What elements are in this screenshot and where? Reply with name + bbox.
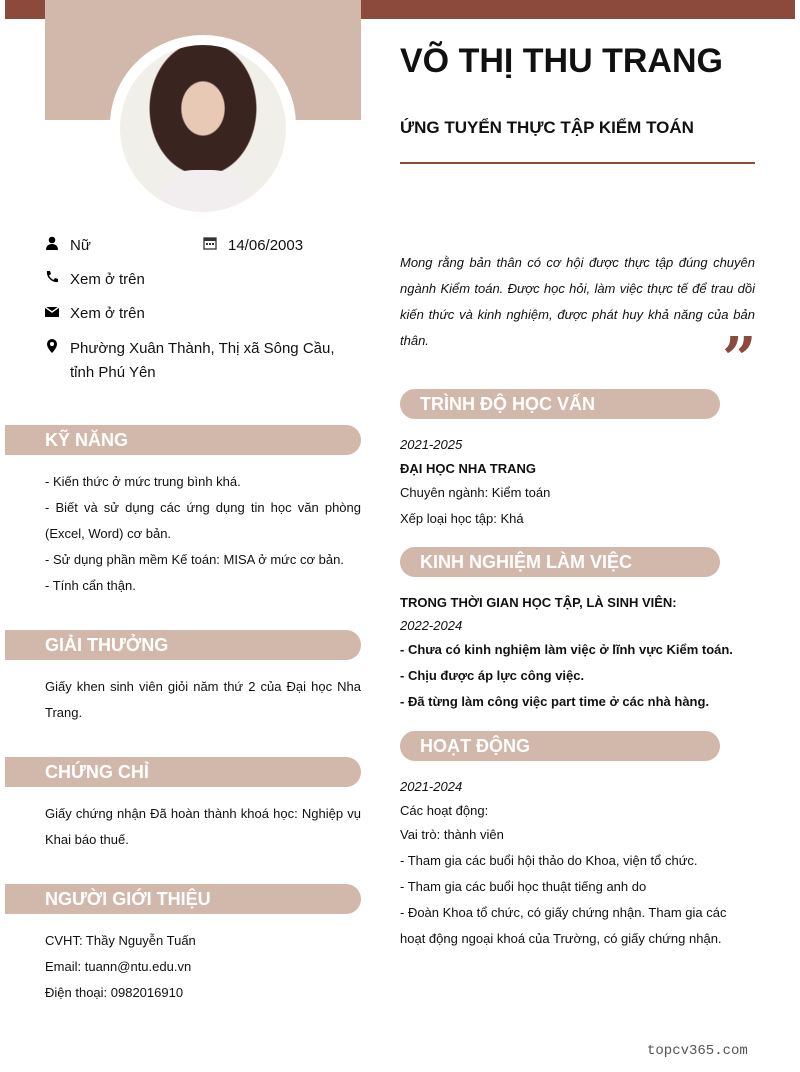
experience-block (400, 591, 755, 715)
education-block (400, 432, 755, 532)
divider (400, 162, 755, 164)
section-header-education: TRÌNH ĐỘ HỌC VẤN (400, 389, 720, 419)
experience-item: - Chưa có kinh nghiệm làm việc ở lĩnh vực Kiểm toán. (400, 642, 733, 657)
quote-icon: ” (722, 325, 757, 395)
experience-heading: TRONG THỜI GIAN HỌC TẬP, LÀ SINH VIÊN: (400, 595, 677, 610)
activity-item: - Đoàn Khoa tổ chức, có giấy chứng nhận. Tham gia các hoạt động ngoại khoá của Trường, có giấy chứng nhận. (400, 905, 727, 946)
phone: Xem ở trên (70, 271, 145, 288)
academic-rank: Xếp loại học tập: Khá (400, 511, 524, 526)
section-header-activities: HOẠT ĐỘNG (400, 731, 720, 761)
section-header-references: NGƯỜI GIỚI THIỆU (5, 884, 361, 914)
map-pin-icon (45, 339, 59, 353)
reference-item: Điện thoại: 0982016910 (45, 985, 184, 1000)
section-header-skills: KỸ NĂNG (5, 425, 361, 455)
user-icon (45, 236, 59, 250)
avatar (120, 45, 286, 212)
activity-item: Vai trò: thành viên (400, 827, 504, 842)
experience-item: - Đã từng làm công việc part time ở các nhà hàng. (400, 694, 710, 709)
activity-item: - Tham gia các buổi hội thảo do Khoa, viện tổ chức. (400, 853, 698, 868)
skill-item: - Biết và sử dụng các ứng dụng tin học văn phòng (Excel, Word) cơ bản. (45, 500, 361, 541)
gender: Nữ (70, 237, 91, 254)
activities-period: 2021-2024 (400, 779, 463, 794)
school-name: ĐẠI HỌC NHA TRANG (400, 461, 537, 476)
birthday: 14/06/2003 (228, 237, 304, 254)
activities-block (400, 774, 755, 952)
career-objective: Mong rằng bản thân có cơ hội được thực tập đúng chuyên ngành Kiểm toán. Được học hỏi, làm việc thực tế để trau dồi kiến thức và kinh nghiệm, được phát huy khả năng của bản thân. (400, 255, 755, 348)
skill-item: - Sử dụng phần mềm Kế toán: MISA ở mức cơ bản. (45, 552, 344, 567)
birthday-row (203, 234, 304, 258)
email: Xem ở trên (70, 305, 145, 322)
experience-period: 2022-2024 (400, 618, 463, 633)
skill-item: - Tính cẩn thận. (45, 578, 136, 593)
phone-icon (45, 270, 59, 284)
phone-row (45, 268, 361, 292)
calendar-icon (203, 236, 217, 250)
reference-item: CVHT: Thầy Nguyễn Tuấn (45, 933, 196, 948)
education-period: 2021-2025 (400, 437, 463, 452)
major: Chuyên ngành: Kiểm toán (400, 485, 551, 500)
section-header-experience: KINH NGHIỆM LÀM VIỆC (400, 547, 720, 577)
awards-text: Giấy khen sinh viên giỏi năm thứ 2 của Đại học Nha Trang. (45, 679, 361, 720)
skills-list (45, 469, 361, 599)
gender-row (45, 234, 91, 258)
references-list (45, 928, 361, 1006)
activity-item: - Tham gia các buổi học thuật tiếng anh do (400, 879, 647, 894)
address-row (45, 337, 361, 381)
experience-item: - Chịu được áp lực công việc. (400, 668, 585, 683)
certificates-text: Giấy chứng nhận Đã hoàn thành khoá học: Nghiệp vụ Khai báo thuế. (45, 806, 361, 847)
activity-item: Các hoạt động: (400, 803, 489, 818)
reference-item: Email: tuann@ntu.edu.vn (45, 959, 192, 974)
watermark: topcv365.com (647, 1043, 748, 1059)
section-header-certificates: CHỨNG CHỈ (5, 757, 361, 787)
candidate-name: VÕ THỊ THU TRANG (400, 42, 723, 80)
section-header-awards: GIẢI THƯỞNG (5, 630, 361, 660)
email-row (45, 302, 361, 326)
position-title: ỨNG TUYỂN THỰC TẬP KIỂM TOÁN (400, 118, 694, 137)
envelope-icon (45, 304, 59, 318)
skill-item: - Kiến thức ở mức trung bình khá. (45, 474, 241, 489)
address: Phường Xuân Thành, Thị xã Sông Cầu, tỉnh Phú Yên (70, 340, 335, 381)
